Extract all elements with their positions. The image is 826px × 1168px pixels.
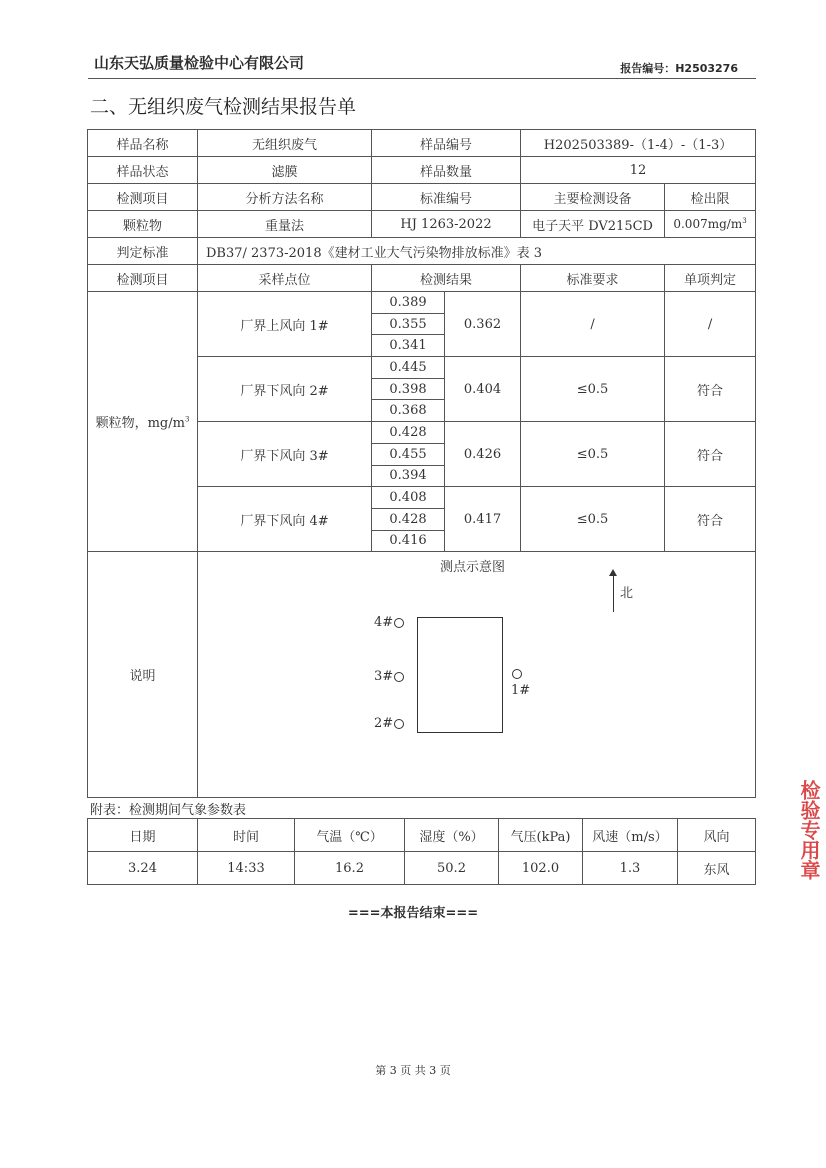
point-name: 厂界下风向 4# (198, 487, 372, 552)
result-value: 0.341 (372, 335, 445, 357)
weather-header-row (88, 819, 756, 852)
weather-col-temp: 气温（℃） (295, 819, 405, 852)
limit-label: 检出限 (665, 184, 756, 211)
info-row-state (88, 157, 756, 184)
report-number (620, 60, 738, 76)
circle-icon (394, 672, 404, 682)
info-row-name (88, 130, 756, 157)
col-item: 检测项目 (88, 265, 198, 292)
weather-col-date: 日期 (88, 819, 198, 852)
result-value: 0.445 (372, 357, 445, 379)
diagram-canvas (198, 552, 755, 797)
criterion: DB37/ 2373-2018《建材工业大气污染物排放标准》表 3 (198, 238, 756, 265)
point-2-label: 2# (374, 716, 394, 732)
col-point: 采样点位 (198, 265, 372, 292)
weather-col-pressure: 气压(kPa) (499, 819, 583, 852)
sample-qty-label: 样品数量 (372, 157, 521, 184)
sample-name: 无组织废气 (198, 130, 372, 157)
limit-sup: 3 (742, 217, 747, 225)
circle-icon (394, 618, 404, 628)
weather-humidity: 50.2 (405, 852, 499, 885)
result-value: 0.455 (372, 443, 445, 465)
results-item-sup: 3 (184, 415, 190, 424)
report-end-note: ===本报告结束=== (347, 906, 479, 921)
point-name: 厂界下风向 2# (198, 357, 372, 422)
item-label: 检测项目 (88, 184, 198, 211)
result-average: 0.404 (445, 357, 521, 422)
requirement: ≤0.5 (521, 357, 665, 422)
table-row (88, 852, 756, 885)
result-value: 0.355 (372, 313, 445, 335)
result-value: 0.368 (372, 400, 445, 422)
judgment: 符合 (665, 422, 756, 487)
point-4-label: 4# (374, 615, 394, 631)
results-table (87, 129, 756, 798)
results-header-row (88, 265, 756, 292)
judgment: 符合 (665, 357, 756, 422)
weather-col-wind-dir: 风向 (678, 819, 756, 852)
diagram-label: 说明 (88, 552, 198, 798)
diagram-title: 测点示意图 (440, 560, 506, 576)
results-item (88, 292, 198, 552)
detection-limit (665, 211, 756, 238)
sample-qty: 12 (521, 157, 756, 184)
page-footer: 第 3 页 共 3 页 (375, 1064, 451, 1077)
criterion-label: 判定标准 (88, 238, 198, 265)
result-average: 0.417 (445, 487, 521, 552)
result-value: 0.394 (372, 465, 445, 487)
results-item-text: 颗粒物，mg/m (95, 416, 185, 432)
result-value: 0.416 (372, 530, 445, 552)
sample-name-label: 样品名称 (88, 130, 198, 157)
sample-no-label: 样品编号 (372, 130, 521, 157)
report-number-label: 报告编号： (620, 62, 676, 75)
equipment-label: 主要检测设备 (521, 184, 665, 211)
weather-col-humidity: 湿度（%） (405, 819, 499, 852)
result-value: 0.428 (372, 422, 445, 444)
weather-table (87, 818, 756, 885)
weather-time: 14:33 (198, 852, 295, 885)
requirement: ≤0.5 (521, 422, 665, 487)
sampling-diagram (198, 552, 756, 798)
point-3-marker (374, 669, 404, 684)
circle-icon (512, 669, 522, 679)
factory-boundary (417, 617, 503, 733)
weather-wind-speed: 1.3 (583, 852, 678, 885)
result-value: 0.398 (372, 378, 445, 400)
company-name: 山东天弘质量检验中心有限公司 (94, 54, 305, 72)
weather-date: 3.24 (88, 852, 198, 885)
sample-state-label: 样品状态 (88, 157, 198, 184)
result-value: 0.408 (372, 487, 445, 509)
requirement: ≤0.5 (521, 487, 665, 552)
point-name: 厂界下风向 3# (198, 422, 372, 487)
weather-temp: 16.2 (295, 852, 405, 885)
point-name: 厂界上风向 1# (198, 292, 372, 357)
method-label: 分析方法名称 (198, 184, 372, 211)
seal-stamp: 检验专用章 (797, 780, 821, 880)
standard-no: HJ 1263-2022 (372, 211, 521, 238)
weather-wind-dir: 东风 (678, 852, 756, 885)
sample-state: 滤膜 (198, 157, 372, 184)
method-row (88, 211, 756, 238)
circle-icon (394, 719, 404, 729)
requirement: / (521, 292, 665, 357)
diagram-row (88, 552, 756, 798)
point-4-marker (374, 615, 404, 630)
item: 颗粒物 (88, 211, 198, 238)
point-1-marker (511, 666, 522, 681)
result-average: 0.426 (445, 422, 521, 487)
point-2-marker (374, 716, 404, 731)
method: 重量法 (198, 211, 372, 238)
section-title: 二、无组织废气检测结果报告单 (90, 96, 357, 118)
standard-no-label: 标准编号 (372, 184, 521, 211)
north-line (613, 574, 614, 612)
weather-pressure: 102.0 (499, 852, 583, 885)
criterion-row (88, 238, 756, 265)
result-value: 0.389 (372, 292, 445, 314)
judgment: 符合 (665, 487, 756, 552)
point-3-label: 3# (374, 669, 394, 685)
point-1-label: 1# (511, 683, 531, 699)
table-row (88, 292, 756, 314)
col-requirement: 标准要求 (521, 265, 665, 292)
result-value: 0.428 (372, 508, 445, 530)
sample-no: H202503389-（1-4）-（1-3） (521, 130, 756, 157)
weather-col-time: 时间 (198, 819, 295, 852)
judgment: / (665, 292, 756, 357)
col-judgment: 单项判定 (665, 265, 756, 292)
col-result: 检测结果 (372, 265, 521, 292)
report-number-value: H2503276 (675, 62, 738, 75)
equipment: 电子天平 DV215CD (521, 211, 665, 238)
north-label: 北 (620, 586, 634, 602)
method-header-row (88, 184, 756, 211)
result-average: 0.362 (445, 292, 521, 357)
weather-caption: 附表：检测期间气象参数表 (90, 803, 247, 818)
header-divider (88, 78, 756, 79)
weather-col-wind-speed: 风速（m/s） (583, 819, 678, 852)
limit-value: 0.007mg/m (673, 217, 743, 231)
